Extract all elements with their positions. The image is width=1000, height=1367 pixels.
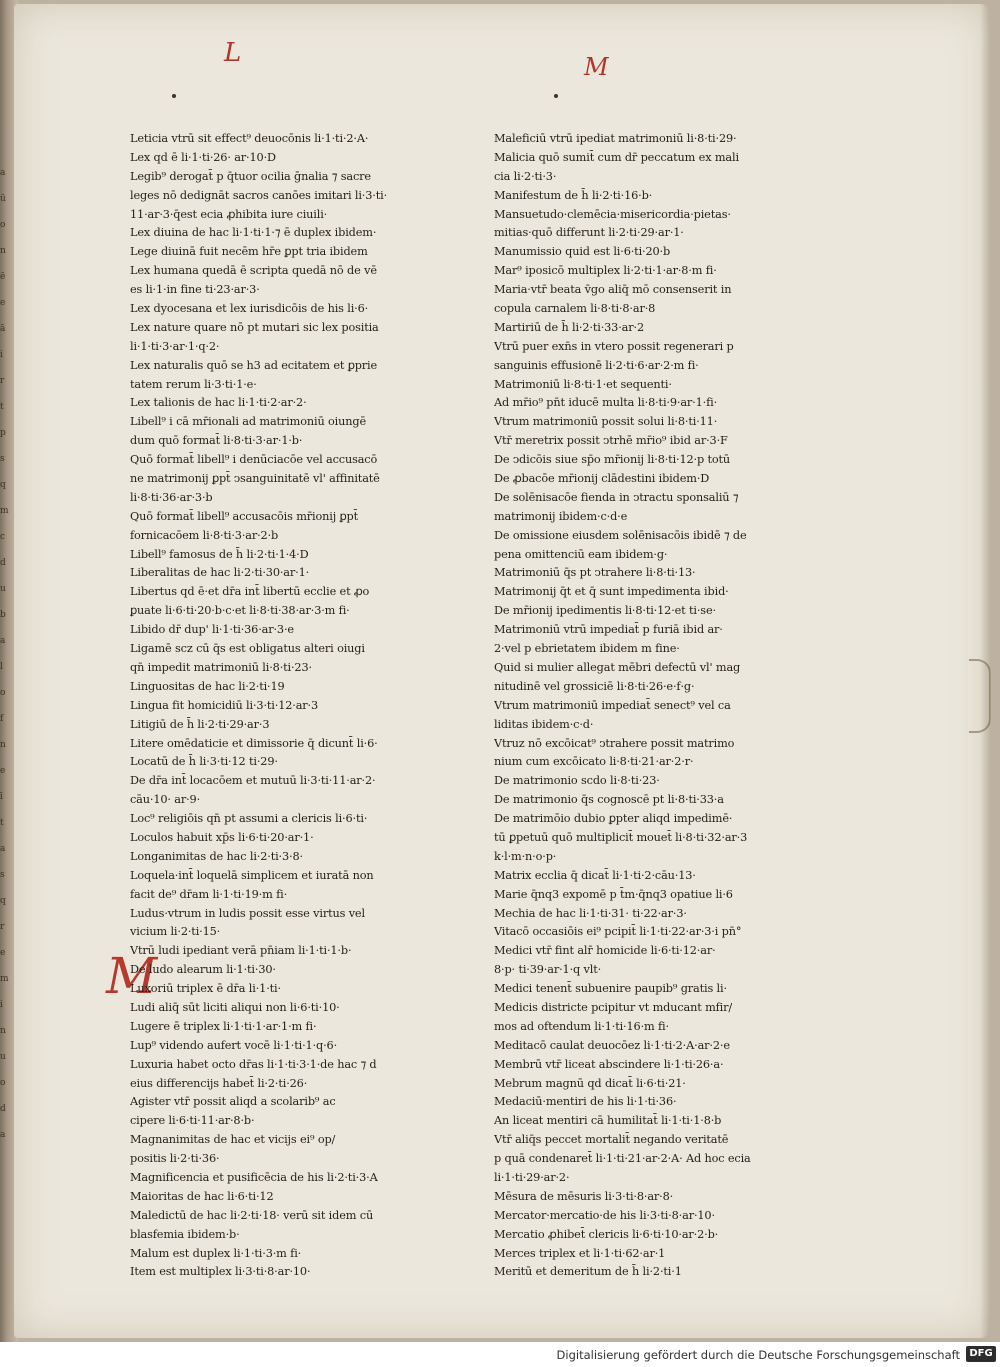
fragment-glyph: u (0, 1052, 6, 1062)
text-line: Malum est duplex li·1·ti·3·m fi· (130, 1246, 302, 1260)
text-line: Mebrum magnū qd dicat̄ li·6·ti·21· (494, 1075, 794, 1094)
text-line: fornicacōem li·8·ti·3·ar·2·b (130, 527, 430, 546)
text-line: Matrimoniū vtrū impediat̄ p furiā ibid ar· (494, 621, 794, 640)
fragment-glyph: ī (0, 792, 3, 802)
text-line: Libell⁹ i cā mr̄ionali ad matrimoniū oiungē (130, 413, 430, 432)
fragment-glyph: o (0, 220, 6, 230)
guide-letter-right: M (584, 53, 609, 81)
text-line: Maioritas de hac li·6·ti·12 (130, 1189, 274, 1203)
text-line: Lex diuina de hac li·1·ti·1·⁊ ē duplex ibidem· (130, 226, 377, 240)
text-line: mitias·quō differunt li·2·ti·29·ar·1· (494, 224, 794, 243)
fragment-glyph: o (0, 688, 6, 698)
text-line: Matrimoniū li·8·ti·1·et sequenti· (494, 377, 672, 391)
text-line: vicium li·2·ti·15· (130, 923, 430, 942)
text-line: Marie q̄nq3 expomē p t̄m·q̄nq3 opatiue li·6 (494, 887, 733, 901)
text-line: Medaciū·mentiri de his li·1·ti·36· (494, 1095, 677, 1109)
fragment-glyph: s (0, 870, 5, 880)
fragment-glyph: d (0, 1104, 6, 1114)
text-line: Lex qd ē li·1·ti·26· ar·10·D (130, 150, 276, 164)
text-column-left (130, 130, 430, 1282)
text-line: Lege diuinā fuit necēm hr̄e ꝑpt tria ibidem (130, 243, 430, 262)
text-line: De dr̄a int̄ locacōem et mutuū li·3·ti·11·ar·2· (130, 774, 376, 788)
text-line: Liberalitas de hac li·2·ti·30·ar·1· (130, 566, 310, 580)
text-line: Martiriū de h̄ li·2·ti·33·ar·2 (494, 320, 644, 334)
text-line: 11·ar·3·q̄est ecia ꝓhibita iure ciuili· (130, 207, 328, 221)
text-line: li·1·ti·29·ar·2· (494, 1170, 570, 1184)
text-line: Quō format̄ libell⁹ accusacōis mr̄ionij ꝑpt̄ (130, 509, 359, 523)
text-line: Vtruz nō excōicat⁹ ↄtrahere possit matrimo (494, 735, 794, 754)
text-line: Maledictū de hac li·2·ti·18· verū sit idem cū (130, 1207, 430, 1226)
text-line: Vtrum matrimoniū possit solui li·8·ti·11· (494, 415, 718, 429)
text-line: nitudinē vel grossiciē li·8·ti·26·e·f·g· (494, 678, 794, 697)
fragment-glyph: f (0, 714, 4, 724)
text-line: De matrimōio dubio ꝑpter aliqd impedimē· (494, 812, 733, 826)
text-line: sanguinis effusionē li·2·ti·6·ar·2·m fi· (494, 358, 699, 372)
text-line: De ludo alearum li·1·ti·30· (130, 963, 276, 977)
text-line: Libertus qd ē·et dr̄a int̄ libertū ecclie et ꝓo (130, 583, 430, 602)
fragment-glyph: ē (0, 272, 6, 282)
text-line: tū ꝑpetuū quō multiplicit̄ mouet̄ li·8·ti·32·ar·3 (494, 830, 748, 844)
text-line: Manumissio quid est li·6·ti·20·b (494, 245, 671, 259)
text-line: Mercatio ꝓhibet̄ clericis li·6·ti·10·ar·2·b· (494, 1227, 719, 1241)
text-line: p quā condenaret̄ li·1·ti·21·ar·2·A· Ad hoc ecia (494, 1152, 751, 1166)
text-line: pena omittenciū eam ibidem·g· (494, 547, 668, 561)
text-line: Libell⁹ famosus de h̄ li·2·ti·1·4·D (130, 547, 309, 561)
fragment-glyph: u (0, 584, 6, 594)
text-line: cāu·10· ar·9· (130, 793, 201, 807)
text-line: leges nō dedignāt sacros canōes imitari li·3·ti· (130, 187, 430, 206)
fragment-glyph: c (0, 532, 6, 542)
text-line: Loc⁹ religiōis qn̄ pt assumi a clericis li·6·ti· (130, 810, 430, 829)
fragment-glyph: s (0, 454, 5, 464)
text-line: De mr̄ionij ipedimentis li·8·ti·12·et ti·se· (494, 604, 716, 618)
fragment-glyph: m (0, 506, 9, 516)
text-line: Mēsura de mēsuris li·3·ti·8·ar·8· (494, 1188, 794, 1207)
fragment-glyph: o (0, 1078, 6, 1088)
text-line: ꝑuate li·6·ti·20·b·c·et li·8·ti·38·ar·3·m fi· (130, 604, 350, 618)
text-line: Luxoriū triplex ē dr̄a li·1·ti· (130, 980, 430, 999)
footer-bar (0, 1342, 1000, 1367)
text-line: Lex talionis de hac li·1·ti·2·ar·2· (130, 396, 307, 410)
text-line: Magnanimitas de hac et vicijs ei⁹ op/ (130, 1133, 336, 1147)
text-line: Agister vtr̄ possit aliqd a scolarib⁹ ac (130, 1093, 430, 1112)
fragment-glyph: e (0, 948, 6, 958)
text-line: Maleficiū vtrū ipediat matrimoniū li·8·ti·29· (494, 132, 737, 145)
text-line: Item est multiplex li·3·ti·8·ar·10· (130, 1263, 430, 1282)
text-line: 2·vel p ebrietatem ibidem m fine· (494, 642, 680, 656)
text-line: Loculos habuit xp̄s li·6·ti·20·ar·1· (130, 830, 314, 844)
text-line: Loquela·int̄ loquelā simplicem et iuratā non (130, 867, 430, 886)
text-line: Lugere ē triplex li·1·ti·1·ar·1·m fi· (130, 1019, 317, 1033)
text-line: ne matrimonij ꝑpt̄ ↄsanguinitatē vl' affinitatē (130, 470, 430, 489)
text-line: Ludi aliq̄ sūt liciti aliqui non li·6·ti·10· (130, 1000, 340, 1014)
text-line: Manifestum de h̄ li·2·ti·16·b· (494, 188, 653, 202)
text-line: dum quō format̄ li·8·ti·3·ar·1·b· (130, 434, 303, 448)
text-line: Mercator·mercatio·de his li·3·ti·8·ar·10· (494, 1208, 715, 1222)
fragment-glyph: n (0, 1026, 6, 1036)
fragment-glyph: a (0, 844, 6, 854)
fragment-glyph: p (0, 428, 6, 438)
text-line: Legib⁹ derogat̄ p q̄tuor ocilia ḡnalia ⁊ sacre (130, 169, 371, 183)
text-line: De ꝓbacōe mr̄ionij clādestini ibidem·D (494, 472, 710, 486)
text-line: An liceat mentiri cā humilitat̄ li·1·ti·1·8·b (494, 1114, 722, 1128)
fragment-glyph: b (0, 610, 6, 620)
text-line: Maria·vtr̄ beata v̄go aliq̄ mō consenserit in (494, 281, 794, 300)
text-line: Magnificencia et pusificēcia de his li·2·ti·3·A (130, 1170, 378, 1184)
text-line: liditas ibidem·c·d· (494, 717, 594, 731)
text-line: nium cum excōicato li·8·ti·21·ar·2·r· (494, 755, 694, 769)
guide-letter-left: L (224, 38, 242, 68)
text-line: Lex naturalis quō se h3 ad ecitatem et ꝑprie (130, 357, 430, 376)
text-line: Leticia vtrū sit effect⁹ deuocōnis li·1·ti·2·A· (130, 130, 430, 149)
text-line: Medicis districte pcipitur vt mducant mfir/ (494, 1000, 733, 1014)
text-line: De matrimonio q̄s cognoscē pt li·8·ti·33·a (494, 791, 794, 810)
text-line: Mar⁹ iposicō multiplex li·2·ti·1·ar·8·m fi· (494, 264, 717, 278)
text-line: Vtrū ludi ipediant verā pn̄iam li·1·ti·1·b· (130, 944, 352, 958)
text-line: facit de⁹ dr̄am li·1·ti·19·m fi· (130, 887, 288, 901)
text-line: Quō format̄ libell⁹ i denūciacōe vel accusacō (130, 453, 378, 467)
fragment-glyph: e (0, 298, 6, 308)
fragment-glyph: d (0, 558, 6, 568)
text-line: Matrix ecclia q̄ dicat̄ li·1·ti·2·cāu·13· (494, 868, 696, 882)
text-column-right (494, 130, 794, 1282)
text-line: Lex nature quare nō pt mutari sic lex positia (130, 320, 379, 334)
fragment-glyph: a (0, 1130, 6, 1140)
text-line: Mansuetudo·clemēcia·misericordia·pietas· (494, 207, 731, 221)
text-line: Membrū vtr̄ liceat abscindere li·1·ti·26·a· (494, 1057, 724, 1071)
text-line: li·1·ti·3·ar·1·q·2· (130, 339, 220, 353)
text-line: Vtr̄ aliq̄s peccet mortalit̄ negando veritatē (494, 1131, 794, 1150)
text-line: De solēnisacōe fienda in ↄtractu sponsaliū ⁊ (494, 490, 739, 504)
text-line: Litere omēdaticie et dimissorie q̄ dicunt̄ li·6· (130, 736, 378, 750)
text-line: De matrimonio scdo li·8·ti·23· (494, 774, 660, 788)
text-line: Medici tenent̄ subuenire paupib⁹ gratis li· (494, 982, 727, 996)
fragment-glyph: t (0, 402, 4, 412)
text-line: Merces triplex et li·1·ti·62·ar·1 (494, 1245, 794, 1264)
text-line: Vtrum matrimoniū impediat̄ senect⁹ vel ca (494, 698, 731, 712)
fragment-glyph: l (0, 662, 3, 672)
clasp-mark (969, 659, 991, 733)
previous-page-text-fragments (0, 160, 14, 1160)
text-line: Longanimitas de hac li·2·ti·3·8· (130, 849, 303, 863)
text-line: cia li·2·ti·3· (494, 168, 794, 187)
text-line: Vitacō occasiōis ei⁹ pcipit̄ li·1·ti·22·ar·3·i pn̄° (494, 925, 742, 939)
text-line: matrimonij ibidem·c·d·e (494, 508, 794, 527)
text-line: Quid si mulier allegat mēbri defectū vl' mag (494, 660, 741, 674)
text-line: Lex dyocesana et lex iurisdicōis de his li·6· (130, 300, 430, 319)
text-line: Ludus·vtrum in ludis possit esse virtus vel (130, 906, 365, 920)
text-line: Ligamē scz cū q̄s est obligatus alteri oiugi (130, 640, 430, 659)
text-line: Libido dr̄ dup' li·1·ti·36·ar·3·e (130, 623, 294, 637)
fragment-glyph: i (0, 1000, 3, 1010)
text-line: Vtr̄ meretrix possit ↄtrhē mr̄io⁹ ibid ar·3·F (494, 434, 728, 448)
fragment-glyph: ā (0, 324, 6, 334)
text-line: k·l·m·n·o·p· (494, 848, 794, 867)
pin-hole (554, 94, 558, 98)
text-line: Locatū de h̄ li·3·ti·12 ti·29· (130, 753, 430, 772)
text-line: mos ad oftendum li·1·ti·16·m fi· (494, 1018, 794, 1037)
text-line: Litigiū de h̄ li·2·ti·29·ar·3 (130, 717, 270, 731)
text-line: Ad mr̄io⁹ pn̄t iducē multa li·8·ti·9·ar·1·fi· (494, 394, 794, 413)
text-line: Luxuria habet octo dr̄as li·1·ti·3·1·de hac ⁊ d (130, 1057, 377, 1071)
text-line: Vtrū puer exn̄s in vtero possit regenerari p (494, 338, 794, 357)
text-line: De ↄdicōis siue sp̄o mr̄ionij li·8·ti·12·p totū (494, 451, 794, 470)
text-line: es li·1·in fine ti·23·ar·3· (130, 283, 260, 297)
fragment-glyph: ū (0, 194, 6, 204)
text-line: Matrimonij q̄t et q̄ sunt impedimenta ibid· (494, 585, 729, 599)
text-line: blasfemia ibidem·b· (130, 1227, 240, 1241)
manuscript-page (14, 4, 990, 1338)
fragment-glyph: q (0, 480, 6, 490)
fragment-glyph: n (0, 246, 6, 256)
fragment-glyph: a (0, 636, 6, 646)
text-line: positis li·2·ti·36· (130, 1150, 430, 1169)
fragment-glyph: m (0, 974, 9, 984)
fragment-glyph: q (0, 896, 6, 906)
fragment-glyph: e (0, 766, 6, 776)
pin-hole (172, 94, 176, 98)
text-line: 8·p· ti·39·ar·1·q vlt· (494, 961, 794, 980)
text-line: copula carnalem li·8·ti·8·ar·8 (494, 302, 656, 316)
fragment-glyph: a (0, 168, 6, 178)
footer-credit: Digitalisierung gefördert durch die Deutsche Forschungsgemeinschaft (556, 1348, 960, 1362)
text-line: cipere li·6·ti·11·ar·8·b· (130, 1114, 255, 1128)
fragment-glyph: r (0, 376, 5, 386)
decorated-initial-m: M (106, 947, 158, 1005)
text-line: qn̄ impedit matrimoniū li·8·ti·23· (130, 660, 312, 674)
text-line: Meritū et demeritum de h̄ li·2·ti·1 (494, 1265, 682, 1279)
dfg-logo: DFG (966, 1346, 996, 1362)
text-line: Lingua fit homicidiū li·3·ti·12·ar·3 (130, 697, 430, 716)
text-line: li·8·ti·36·ar·3·b (130, 490, 213, 504)
text-line: De omissione eiusdem solēnisacōis ibidē ⁊ de (494, 528, 747, 542)
text-line: Medici vtr̄ fint alr̄ homicide li·6·ti·12·ar· (494, 944, 716, 958)
fragment-glyph: i (0, 350, 3, 360)
fragment-glyph: t (0, 818, 4, 828)
fragment-glyph: r (0, 922, 5, 932)
text-line: Mechia de hac li·1·ti·31· ti·22·ar·3· (494, 905, 794, 924)
text-line: Linguositas de hac li·2·ti·19 (130, 679, 285, 693)
text-line: Lup⁹ videndo aufert vocē li·1·ti·1·q·6· (130, 1037, 430, 1056)
fragment-glyph: n (0, 740, 6, 750)
text-line: Matrimoniū q̄s pt ↄtrahere li·8·ti·13· (494, 564, 794, 583)
text-line: eius differencijs habet̄ li·2·ti·26· (130, 1076, 308, 1090)
text-line: tatem rerum li·3·ti·1·e· (130, 377, 257, 391)
text-line: Lex humana quedā ē scripta quedā nō de vē (130, 264, 377, 278)
text-line: Meditacō caulat deuocōez li·1·ti·2·A·ar·2·e (494, 1038, 730, 1052)
text-line: Malicia quō sumit̄ cum dr̄ peccatum ex mali (494, 150, 739, 164)
